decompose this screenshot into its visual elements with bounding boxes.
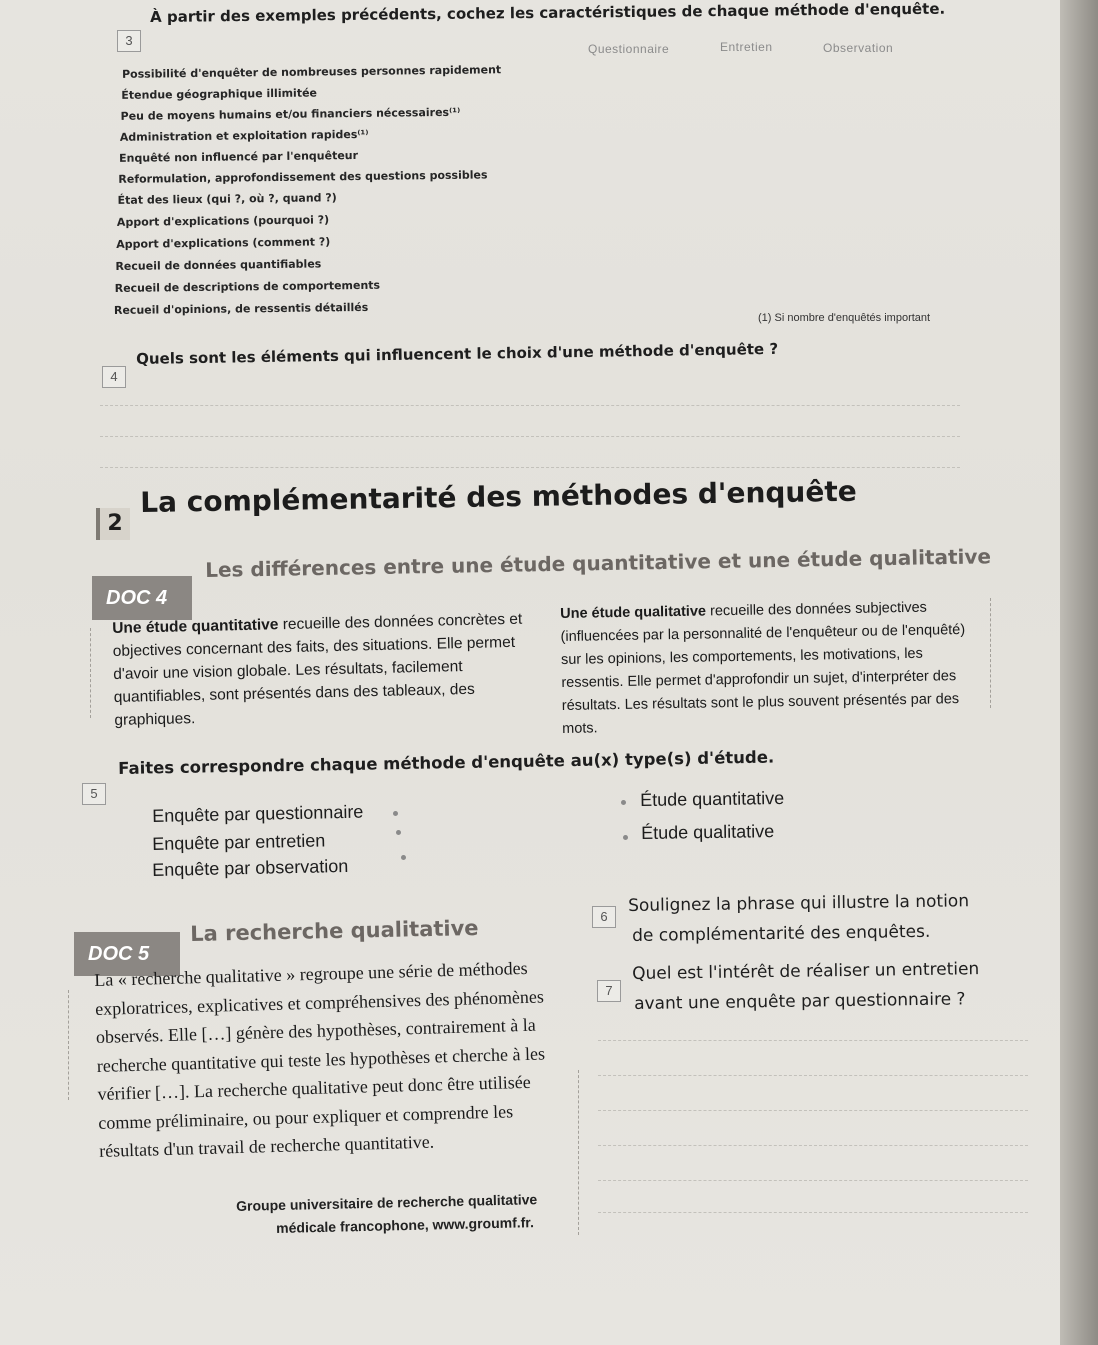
- criterion-row: Peu de moyens humains et/ou financiers nécessaires⁽¹⁾: [120, 105, 461, 123]
- criterion-row: Administration et exploitation rapides⁽¹⁾: [119, 127, 369, 144]
- question-6-number: 6: [592, 906, 616, 928]
- quantitative-body: recueille des données concrètes et objectives concernant des faits, des situations. Elle permet d'avoir une vision globale. Les résultats, facilement quantifiables, sont présentés dans des tableaux, des graphiques.: [112, 610, 523, 729]
- doc-4-title: Les différences entre une étude quantitative et une étude qualitative: [205, 544, 992, 582]
- answer-line[interactable]: [598, 1145, 1028, 1146]
- page-edge: [1060, 0, 1098, 1345]
- match-dot-entretien[interactable]: [396, 830, 401, 835]
- criterion-row: Recueil de descriptions de comportements: [114, 278, 381, 295]
- question-5-text: Faites correspondre chaque méthode d'enquête au(x) type(s) d'étude.: [118, 747, 775, 778]
- question-7-line-2: avant une enquête par questionnaire ?: [634, 989, 966, 1014]
- criterion-row: Possibilité d'enquêter de nombreuses personnes rapidement: [121, 63, 502, 81]
- column-questionnaire: Questionnaire: [588, 42, 670, 56]
- doc-5-left-border: [68, 990, 69, 1100]
- match-dot-quantitative[interactable]: [621, 800, 626, 805]
- doc-5-source-2: médicale francophone, www.groumf.fr.: [276, 1214, 535, 1236]
- doc-4-left-border: [90, 628, 91, 718]
- quantitative-label: Une étude quantitative: [112, 616, 279, 637]
- criteria-list: [110, 62, 570, 317]
- doc-5-source-1: Groupe universitaire de recherche qualitative: [236, 1191, 538, 1214]
- answer-line[interactable]: [598, 1110, 1028, 1111]
- section-number: 2: [96, 508, 130, 540]
- doc-5-right-border: [578, 1070, 579, 1235]
- section-title: La complémentarité des méthodes d'enquête: [140, 474, 857, 519]
- answer-line[interactable]: [100, 436, 960, 437]
- criterion-row: Apport d'explications (pourquoi ?): [116, 213, 330, 229]
- question-3-number: 3: [117, 30, 141, 52]
- criterion-row: Reformulation, approfondissement des questions possibles: [118, 168, 488, 186]
- criterion-row: État des lieux (qui ?, où ?, quand ?): [117, 191, 337, 207]
- match-dot-questionnaire[interactable]: [393, 811, 398, 816]
- criterion-row: Apport d'explications (comment ?): [116, 235, 331, 251]
- criterion-row: Enquêté non influencé par l'enquêteur: [119, 148, 359, 165]
- match-dot-qualitative[interactable]: [623, 835, 628, 840]
- qualitative-body: recueille des données subjectives (influencées par la personnalité de l'enquêteur ou de l'enquêté) sur les opinions, les comportements, les motivations, les ressentis. Elle permet d'approfondir un sujet, d'interpréter des résultats. Les résultats sont le plus souvent présentés par des mots.: [560, 599, 966, 737]
- study-qualitative: Étude qualitative: [641, 821, 775, 843]
- answer-line[interactable]: [100, 405, 960, 406]
- doc-4-qualitative-text: [560, 596, 982, 741]
- criterion-row: Recueil de données quantifiables: [115, 257, 322, 273]
- answer-line[interactable]: [598, 1040, 1028, 1041]
- question-4-text: Quels sont les éléments qui influencent le choix d'une méthode d'enquête ?: [136, 339, 779, 368]
- doc-4-badge: DOC 4: [92, 576, 192, 620]
- column-observation: Observation: [823, 41, 894, 55]
- doc-4-right-border: [990, 598, 991, 708]
- criterion-row: Étendue géographique illimitée: [121, 86, 318, 102]
- question-5-number: 5: [82, 783, 106, 805]
- question-7-number: 7: [597, 980, 621, 1002]
- study-quantitative: Étude quantitative: [640, 787, 785, 810]
- answer-line[interactable]: [100, 467, 960, 468]
- footnote: (1) Si nombre d'enquêtés important: [758, 312, 931, 324]
- doc-5-text: La « recherche qualitative » regroupe une série de méthodes exploratrices, explicatives et compréhensives des phénomènes observés. Elle […] génère des hypothèses, contrairement à la recherche quantitative qui teste les hypothèses et cherche à les vérifier […]. La recherche qualitative peut donc être utilisée comme préliminaire, ou pour expliquer et comprendre les résultats d'un travail de recherche quantitative.: [94, 957, 546, 1161]
- match-dot-observation[interactable]: [401, 855, 406, 860]
- method-questionnaire: Enquête par questionnaire: [152, 801, 364, 826]
- doc-5-title: La recherche qualitative: [190, 915, 479, 946]
- question-7-line-1: Quel est l'intérêt de réaliser un entretien: [632, 959, 980, 984]
- answer-line[interactable]: [598, 1075, 1028, 1076]
- question-6-line-1: Soulignez la phrase qui illustre la notion: [628, 891, 970, 916]
- question-4-number: 4: [102, 366, 126, 388]
- method-entretien: Enquête par entretien: [152, 830, 326, 854]
- qualitative-label: Une étude qualitative: [560, 603, 707, 622]
- criterion-row: Recueil d'opinions, de ressentis détaillés: [113, 300, 369, 317]
- method-observation: Enquête par observation: [152, 855, 349, 880]
- question-3-text: À partir des exemples précédents, cochez les caractéristiques de chaque méthode d'enquête.: [150, 0, 946, 26]
- column-entretien: Entretien: [720, 40, 773, 54]
- doc-5-badge: DOC 5: [74, 932, 180, 976]
- answer-line[interactable]: [598, 1212, 1028, 1213]
- doc-4-quantitative-text: [112, 607, 539, 732]
- answer-line[interactable]: [598, 1180, 1028, 1181]
- question-6-line-2: de complémentarité des enquêtes.: [632, 921, 931, 946]
